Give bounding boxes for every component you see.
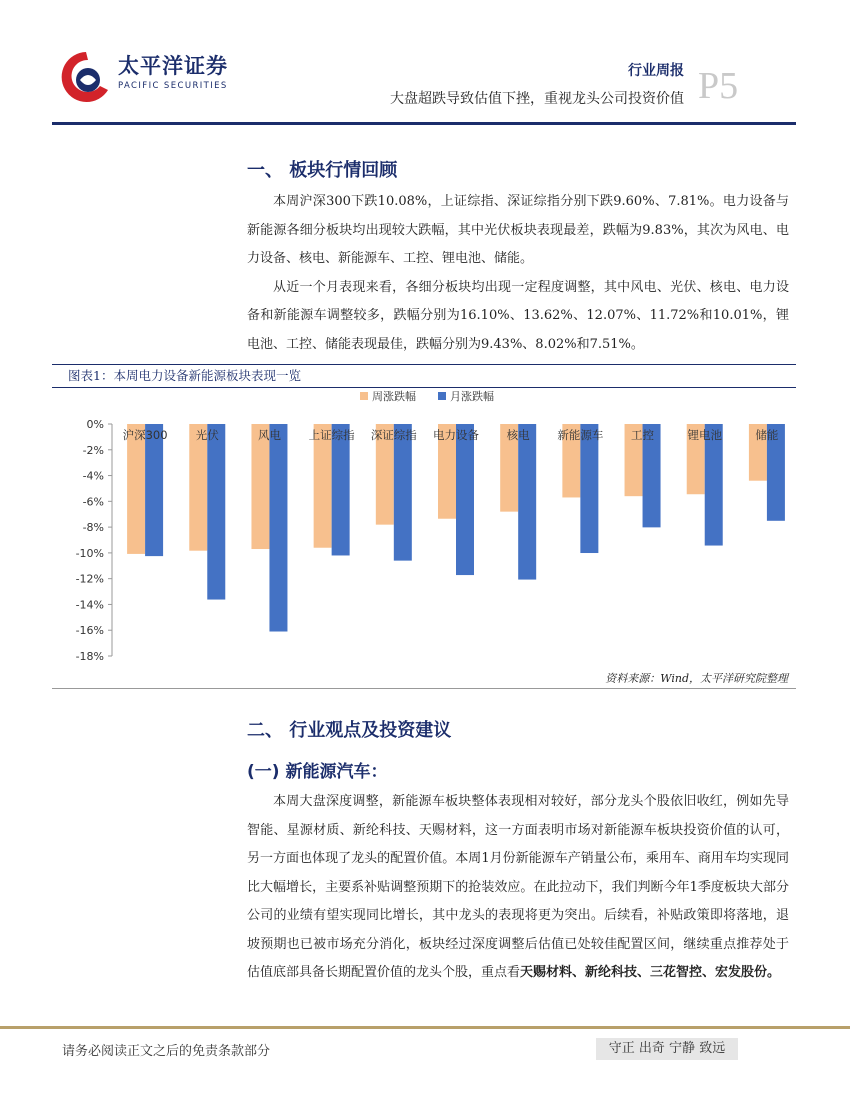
x-category-label: 光伏 <box>195 428 219 442</box>
bar-monthly-change <box>145 424 163 556</box>
figure-title: 图表1：本周电力设备新能源板块表现一览 <box>68 368 301 383</box>
sector-performance-chart <box>52 388 796 668</box>
section2-body <box>247 788 789 988</box>
page-number: P5 <box>698 65 739 107</box>
company-logo <box>58 48 258 110</box>
section1-paragraph-2: 从近一个月表现来看，各细分板块均出现一定程度调整，其中风电、光伏、核电、电力设备和新能源车调整较多，跌幅分别为16.10%、13.62%、12.07%、11.72%和10.01%，锂电池、工控、储能表现最佳，跌幅分别为9.43%、8.02%和7.51%。 <box>247 279 789 352</box>
y-tick-label: -8% <box>82 521 104 535</box>
section1-title: 一、 板块行情回顾 <box>247 160 398 181</box>
chart-legend <box>360 389 494 403</box>
section2-title: 二、 行业观点及投资建议 <box>247 720 452 741</box>
y-tick-label: -10% <box>75 546 104 560</box>
report-subtitle: 大盘超跌导致估值下挫，重视龙头公司投资价值 <box>390 91 684 107</box>
y-tick-label: -16% <box>75 624 104 638</box>
x-category-label: 核电 <box>506 428 530 442</box>
x-category-label: 电力设备 <box>433 428 479 442</box>
footer-divider <box>0 1026 850 1029</box>
bar-monthly-change <box>456 424 474 575</box>
figure-bottom-divider <box>52 688 796 689</box>
y-tick-label: 0% <box>86 418 104 431</box>
x-category-label: 工控 <box>631 428 655 442</box>
logo-english-name: PACIFIC SECURITIES <box>118 81 228 91</box>
bar-weekly-change <box>314 424 332 548</box>
section2-subtitle: (一) 新能源汽车： <box>247 762 388 782</box>
report-type: 行业周报 <box>628 63 684 79</box>
x-category-label: 深证综指 <box>370 428 417 442</box>
footer-disclaimer: 请务必阅读正文之后的免责条款部分 <box>62 1044 271 1059</box>
legend-label-weekly: 周涨跌幅 <box>372 390 416 403</box>
y-tick-label: -12% <box>75 572 104 586</box>
bar-monthly-change <box>580 424 598 553</box>
pacific-logo-icon <box>58 48 114 108</box>
y-tick-label: -6% <box>82 495 104 509</box>
section1-body <box>247 188 789 359</box>
section2-paragraph <box>247 788 789 988</box>
x-category-label: 储能 <box>755 428 779 442</box>
section2-recommended-stocks: 天赐材料、新纶科技、三花智控、宏发股份。 <box>520 965 781 980</box>
y-tick-label: -2% <box>82 443 104 457</box>
bar-monthly-change <box>705 424 723 546</box>
x-category-label: 锂电池 <box>687 428 722 442</box>
header-divider <box>52 122 796 125</box>
legend-swatch-weekly <box>360 392 368 400</box>
bar-monthly-change <box>269 424 287 632</box>
x-category-label: 新能源车 <box>557 428 604 442</box>
y-tick-label: -4% <box>82 469 104 483</box>
y-tick-label: -18% <box>75 650 104 663</box>
bar-weekly-change <box>189 424 207 551</box>
bar-weekly-change <box>251 424 269 549</box>
figure-source: 资料来源：Wind，太平洋研究院整理 <box>605 672 788 685</box>
x-category-label: 上证综指 <box>308 428 355 442</box>
bar-monthly-change <box>332 424 350 555</box>
x-category-label: 沪深300 <box>122 428 168 442</box>
legend-swatch-monthly <box>438 392 446 400</box>
logo-chinese-name: 太平洋证券 <box>118 54 228 78</box>
footer-motto: 守正 出奇 宁静 致远 <box>596 1038 738 1060</box>
bar-monthly-change <box>518 424 536 580</box>
bar-monthly-change <box>207 424 225 600</box>
legend-label-monthly: 月涨跌幅 <box>450 390 494 403</box>
x-category-label: 风电 <box>257 428 281 442</box>
bar-monthly-change <box>394 424 412 561</box>
y-tick-label: -14% <box>75 598 104 612</box>
section1-paragraph-1: 本周沪深300下跌10.08%，上证综指、深证综指分别下跌9.60%、7.81%。电力设备与新能源各细分板块均出现较大跌幅，其中光伏板块表现最差，跌幅为9.83%，其次为风电、电力设备、核电、新能源车、工控、锂电池、储能。 <box>247 194 789 266</box>
section2-paragraph-text: 本周大盘深度调整，新能源车板块整体表现相对较好，部分龙头个股依旧收红，例如先导智能、星源材质、新纶科技、天赐材料，这一方面表明市场对新能源车板块投资价值的认可，另一方面也体现了龙头的配置价值。本周1月份新能源车产销量公布，乘用车、商用车均实现同比大幅增长，主要系补贴调整预期下的抢装效应。在此拉动下，我们判断今年1季度板块大部分公司的业绩有望实现同比增长，其中龙头的表现将更为突出。后续看，补贴政策即将落地，退坡预期也已被市场充分消化，板块经过深度调整后估值已处较佳配置区间，继续重点推荐处于估值底部具备长期配置价值的龙头个股，重点看 <box>247 794 789 980</box>
bar-weekly-change <box>127 424 145 554</box>
